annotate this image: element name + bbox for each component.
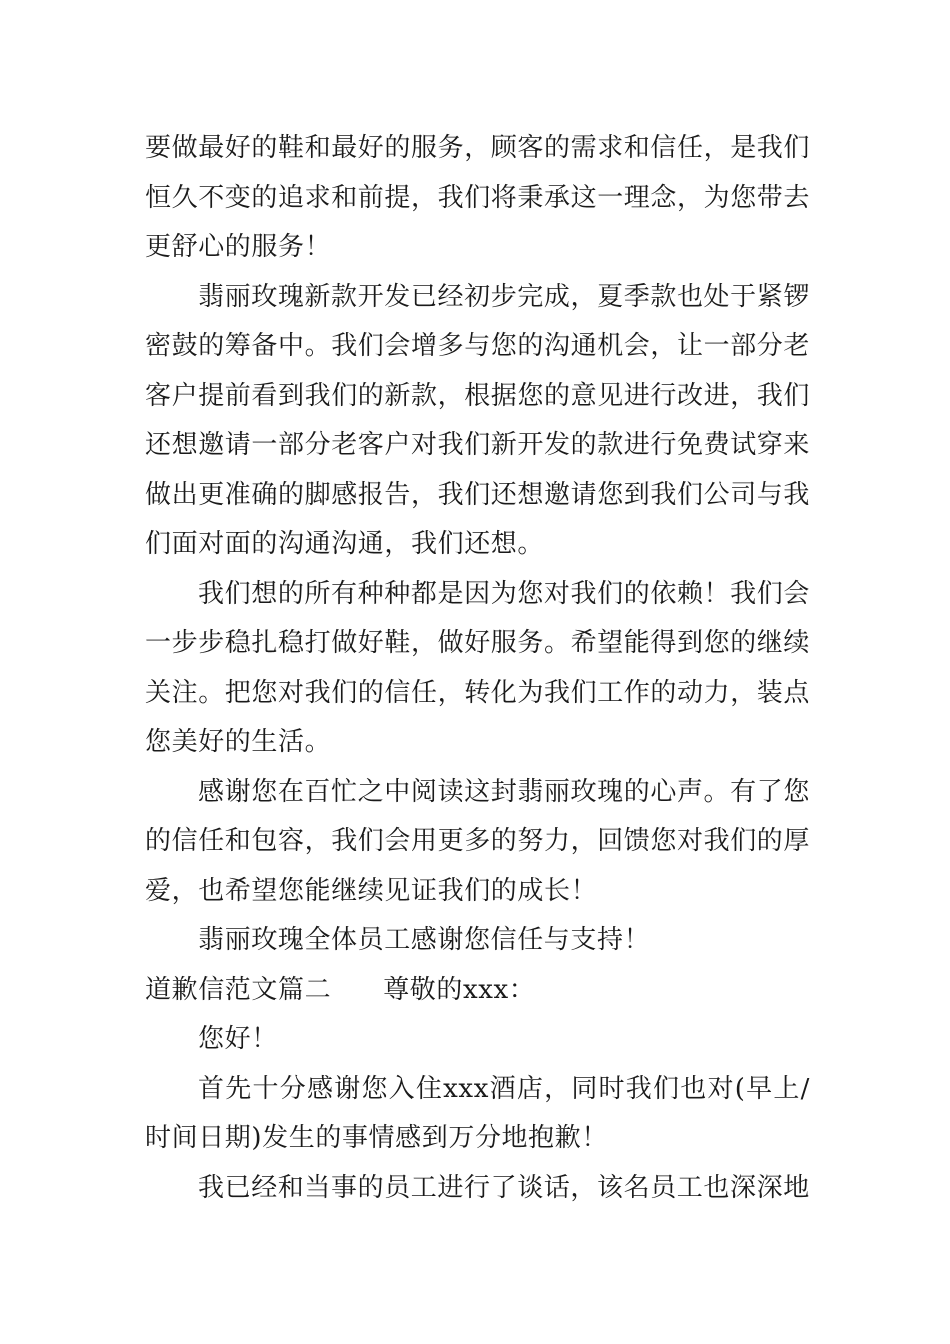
paragraph-reliance: 我们想的所有种种都是因为您对我们的依赖！我们会一步步稳扎稳打做好鞋，做好服务。希望能得到您的继续关注。把您对我们的信任，转化为我们工作的动力，装点您美好的生活。 xyxy=(145,578,811,757)
paragraph-apology: 首先十分感谢您入住xxx酒店，同时我们也对(早上/时间日期)发生的事情感到万分地抱歉！ xyxy=(145,1073,810,1153)
section-heading xyxy=(145,966,810,1016)
paragraph-staff-talk: 我已经和当事的员工进行了谈话，该名员工也深深地 xyxy=(198,1172,810,1203)
section-title: 道歉信范文篇二 xyxy=(145,974,332,1005)
salutation: 尊敬的xxx： xyxy=(383,974,536,1005)
paragraph-greeting: 您好！ xyxy=(198,1024,278,1054)
paragraph-service-commitment: 要做最好的鞋和最好的服务，顾客的需求和信任，是我们恒久不变的追求和前提，我们将秉承这一理念，为您带去更舒心的服务！ xyxy=(145,133,811,262)
document-body xyxy=(145,124,810,1213)
paragraph-thanks: 感谢您在百忙之中阅读这封翡丽玫瑰的心声。有了您的信任和包容，我们会用更多的努力，回馈您对我们的厚爱，也希望您能继续见证我们的成长！ xyxy=(145,776,811,906)
paragraph-new-models: 翡丽玫瑰新款开发已经初步完成，夏季款也处于紧锣密鼓的筹备中。我们会增多与您的沟通机会，让一部分老客户提前看到我们的新款，根据您的意见进行改进，我们还想邀请一部分老客户对我们新开发的款进行免费试穿来做出更准确的脚感报告，我们还想邀请您到我们公司与我们面对面的沟通沟通，我们还想。 xyxy=(145,281,811,559)
paragraph-signoff: 翡丽玫瑰全体员工感谢您信任与支持！ xyxy=(198,925,651,955)
